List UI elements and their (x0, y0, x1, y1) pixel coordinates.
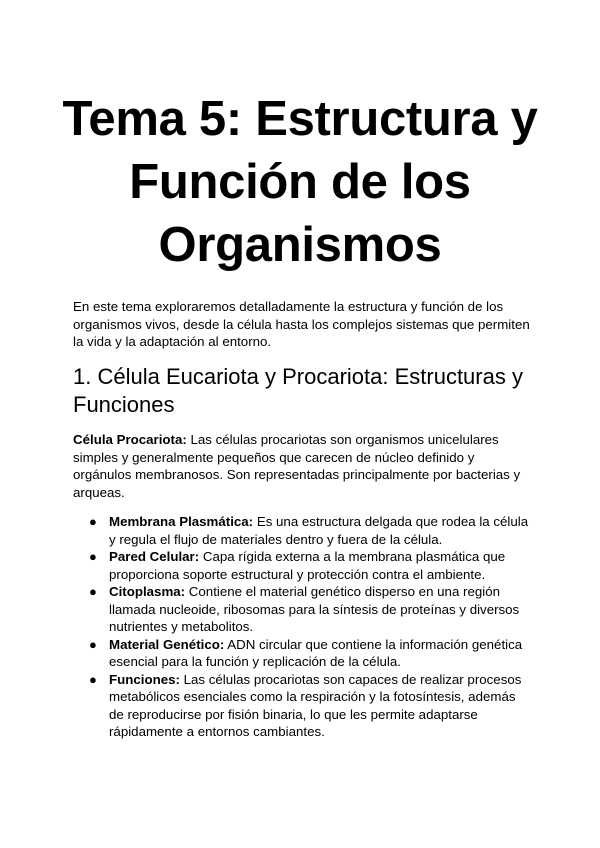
item-term: Membrana Plasmática: (109, 514, 254, 529)
procariota-term: Célula Procariota: (73, 432, 187, 447)
list-item (73, 583, 531, 636)
bullet-icon: ● (89, 584, 97, 599)
item-term: Pared Celular: (109, 549, 200, 564)
item-text: Contiene el material genético disperso en una región llamada nucleoide, ribosomas para la síntesis de proteínas y diversos nutrientes y metabolitos. (109, 584, 520, 634)
item-term: Material Genético: (109, 636, 225, 652)
item-text: Las células procariotas son capaces de realizar procesos metabólicos esenciales como la respiración y la fotosíntesis, además de reproducirse por fisión binaria, lo que les permite adaptarse rápidamente a entornos cambiantes. (109, 671, 522, 739)
list-item (73, 636, 531, 671)
bullet-icon: ● (89, 514, 97, 529)
item-text: Es una estructura delgada que rodea la célula y regula el flujo de materiales dentro y fuera de la célula. (109, 514, 529, 547)
intro-paragraph: En este tema exploraremos detalladamente la estructura y función de los organismos vivos, desde la célula hasta los complejos sistemas que permiten la vida y la adaptación al entorno. (73, 299, 530, 349)
list-item (73, 513, 531, 548)
item-term: Citoplasma: (109, 584, 186, 599)
item-text: ADN circular que contiene la información genética esencial para la función y replicación de la célula. (109, 636, 523, 669)
procariota-paragraph (73, 431, 531, 501)
list-item (73, 671, 531, 741)
bullet-icon: ● (89, 636, 97, 652)
bullet-icon: ● (89, 549, 97, 564)
page-title: Tema 5: Estructura y Función de los Organismos (62, 92, 538, 272)
item-text: Capa rígida externa a la membrana plasmática que proporciona soporte estructural y protección contra el ambiente. (109, 549, 506, 582)
list-item (73, 548, 531, 583)
procariota-text: Las células procariotas son organismos unicelulares simples y generalmente pequeños que carecen de núcleo definido y orgánulos membranosos. Son representadas principalmente por bacterias y arqueas. (73, 432, 521, 500)
item-term: Funciones: (109, 671, 180, 687)
section-heading: 1. Célula Eucariota y Procariota: Estructuras y Funciones (73, 364, 523, 417)
feature-list (73, 513, 531, 741)
bullet-icon: ● (89, 671, 97, 687)
